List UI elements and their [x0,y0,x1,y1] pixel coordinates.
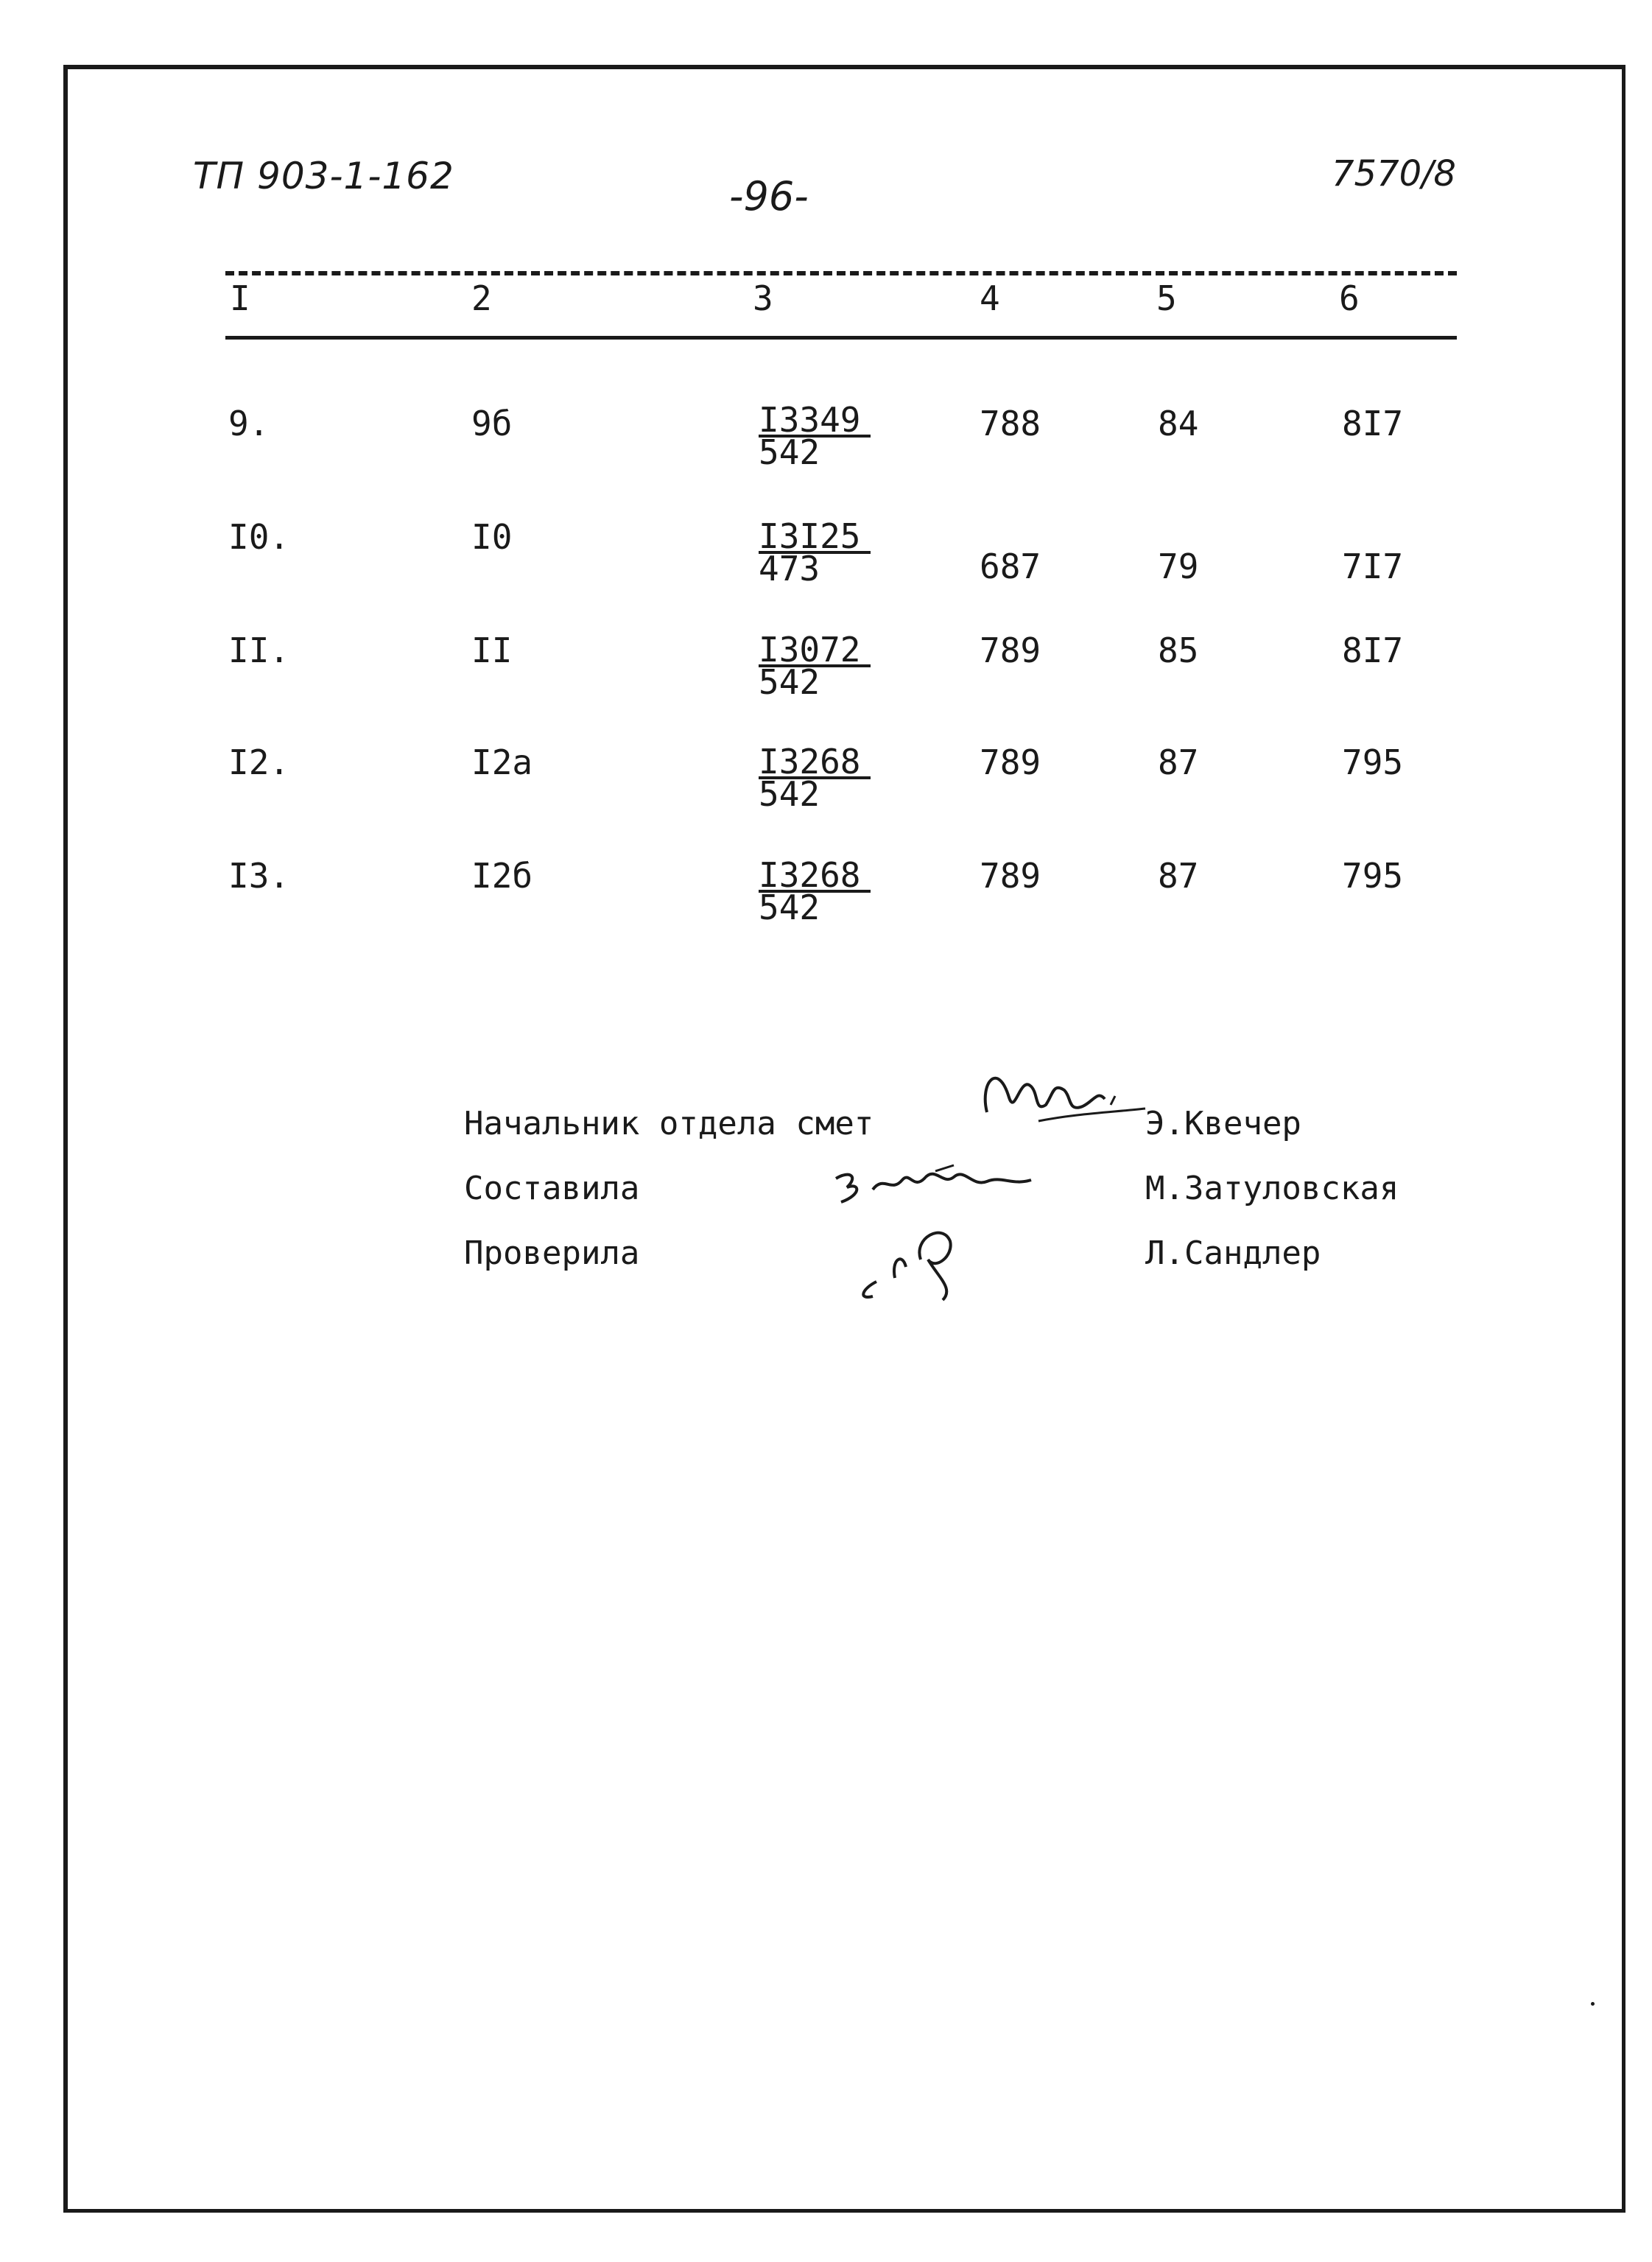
row-value-5: 85 [1158,631,1199,670]
fraction-numerator: I3268 [759,747,871,779]
row-value-5: 87 [1158,742,1199,782]
row-fraction [759,742,871,814]
fraction-denominator: 542 [759,888,820,927]
row-fraction [759,630,871,702]
page-number: -96- [729,173,809,219]
row-number: I3. [228,856,290,896]
row-fraction [759,855,871,927]
column-header-3: 3 [753,278,773,318]
row-fraction [759,516,871,589]
column-header-1: I [230,278,250,318]
row-value-5: 79 [1158,547,1199,586]
handwritten-signature-3 [832,1208,1002,1311]
row-item: I2а [471,742,533,782]
paper-speck [1591,2002,1595,2006]
project-code: ТП 903-1-162 [193,155,454,197]
row-value-6: 7I7 [1342,547,1404,586]
signature-name: Э.Квечер [1145,1105,1301,1142]
row-item: I0 [471,517,513,557]
fraction-numerator: I3I25 [759,521,871,554]
handwritten-signature-1 [957,1053,1164,1149]
row-fraction [759,400,871,472]
column-header-6: 6 [1339,278,1360,318]
row-number: I0. [228,517,290,557]
table-top-dashed-rule [225,271,1457,275]
row-value-4: 789 [980,631,1041,670]
fraction-denominator: 473 [759,549,820,589]
signature-role: Составила [464,1170,640,1207]
row-value-5: 84 [1158,404,1199,443]
row-number: I2. [228,742,290,782]
signature-role: Начальник отдела смет [464,1105,874,1142]
row-item: I2б [471,856,533,896]
row-value-5: 87 [1158,856,1199,896]
row-value-6: 8I7 [1342,631,1404,670]
row-value-6: 795 [1342,856,1404,896]
column-header-5: 5 [1156,278,1177,318]
fraction-numerator: I3268 [759,860,871,893]
row-item: 9б [471,404,513,443]
row-value-6: 8I7 [1342,404,1404,443]
signature-name: Л.Сандлер [1145,1234,1321,1272]
row-value-4: 687 [980,547,1041,586]
row-value-6: 795 [1342,742,1404,782]
table-header-rule [225,336,1457,340]
signature-role: Проверила [464,1234,640,1272]
signature-name: М.Затуловская [1145,1170,1399,1207]
column-header-2: 2 [471,278,492,318]
fraction-denominator: 542 [759,662,820,702]
row-value-4: 788 [980,404,1041,443]
fraction-denominator: 542 [759,432,820,472]
fraction-numerator: I3349 [759,405,871,438]
row-item: II [471,631,513,670]
fraction-denominator: 542 [759,774,820,814]
fraction-numerator: I3072 [759,635,871,667]
row-value-4: 789 [980,742,1041,782]
row-number: II. [228,631,290,670]
row-value-4: 789 [980,856,1041,896]
document-number: 7570/8 [1332,153,1456,194]
row-number: 9. [228,404,270,443]
column-header-4: 4 [980,278,1000,318]
